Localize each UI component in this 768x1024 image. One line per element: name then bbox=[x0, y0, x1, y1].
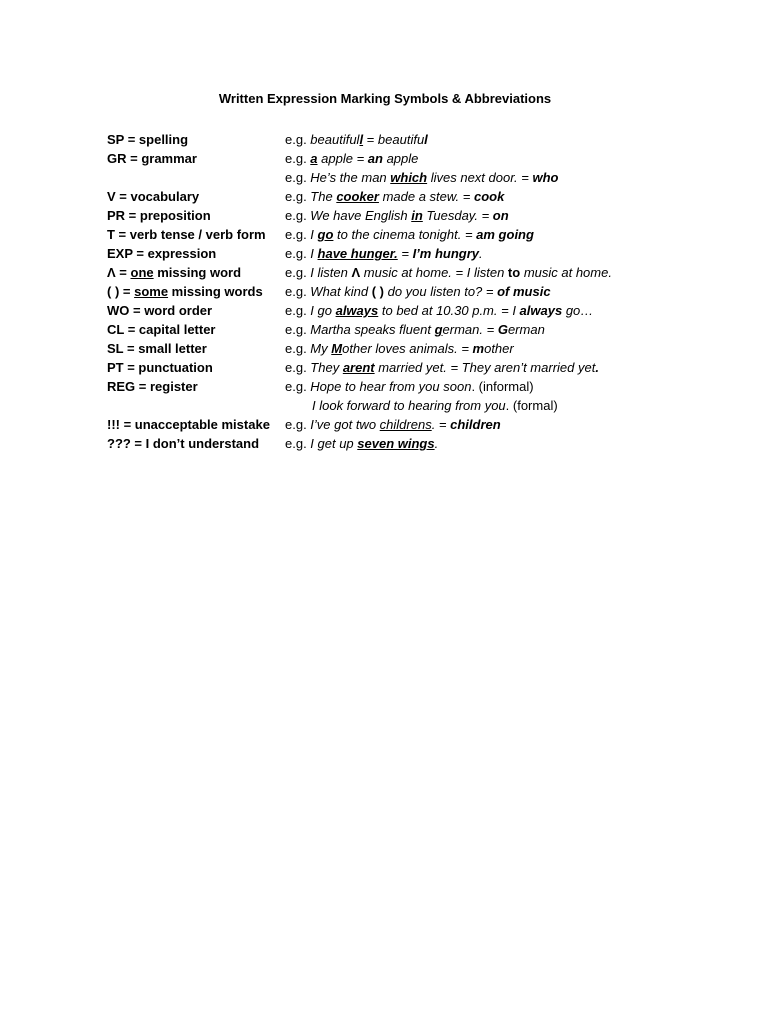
text-run: music at home. = I listen bbox=[360, 265, 508, 280]
text-run: What kind bbox=[310, 284, 372, 299]
symbol-label bbox=[107, 225, 266, 244]
text-run: !!! = unacceptable mistake bbox=[107, 417, 270, 432]
text-run: do you listen to? = bbox=[384, 284, 498, 299]
symbol-label bbox=[107, 282, 263, 301]
text-run: seven wings bbox=[357, 436, 435, 451]
symbol-label bbox=[107, 149, 197, 168]
text-run: GR = grammar bbox=[107, 151, 197, 166]
text-run: G bbox=[497, 322, 508, 337]
text-run: e.g. bbox=[285, 379, 311, 394]
symbol-label bbox=[107, 320, 216, 339]
text-run: SL = small letter bbox=[107, 341, 207, 356]
text-run: e.g. bbox=[285, 303, 311, 318]
text-run: to bed at 10.30 p.m. = I bbox=[378, 303, 520, 318]
text-run: of music bbox=[497, 284, 551, 299]
text-run: Martha speaks fluent bbox=[310, 322, 435, 337]
example-text bbox=[285, 301, 593, 320]
text-run: I’ve got two bbox=[310, 417, 380, 432]
text-run: who bbox=[532, 170, 559, 185]
text-run: . bbox=[434, 436, 439, 451]
example-text bbox=[285, 377, 534, 396]
text-run: Tuesday. = bbox=[422, 208, 493, 223]
example-text bbox=[285, 434, 438, 453]
text-run: erman bbox=[507, 322, 545, 337]
example-text bbox=[285, 225, 534, 244]
text-run: made a stew. = bbox=[378, 189, 474, 204]
text-run: The bbox=[310, 189, 337, 204]
text-run: some bbox=[134, 284, 169, 299]
text-run: other bbox=[484, 341, 514, 356]
text-run: M bbox=[331, 341, 343, 356]
text-run: go bbox=[317, 227, 334, 242]
example-text bbox=[312, 396, 558, 415]
text-run: Λ = bbox=[107, 265, 131, 280]
text-run: in bbox=[411, 208, 423, 223]
text-run: ( ) = bbox=[107, 284, 135, 299]
text-run: I bbox=[310, 227, 318, 242]
text-run: l bbox=[359, 132, 364, 147]
example-text bbox=[285, 206, 509, 225]
page-title: Written Expression Marking Symbols & Abbreviations bbox=[218, 91, 552, 106]
symbol-label bbox=[107, 377, 198, 396]
example-text bbox=[285, 130, 428, 149]
text-run: = bbox=[363, 132, 378, 147]
example-text bbox=[285, 415, 501, 434]
text-run: which bbox=[390, 170, 428, 185]
text-run: lives next door. = bbox=[427, 170, 533, 185]
symbol-label bbox=[107, 434, 259, 453]
text-run: I bbox=[310, 246, 318, 261]
text-run: Hope to hear from you soon bbox=[310, 379, 472, 394]
symbol-label bbox=[107, 206, 211, 225]
text-run: music at home. bbox=[520, 265, 612, 280]
text-run: cook bbox=[473, 189, 505, 204]
text-run: e.g. bbox=[285, 360, 311, 375]
text-run: I look forward to hearing from you bbox=[312, 398, 506, 413]
symbol-label bbox=[107, 339, 207, 358]
example-text bbox=[285, 320, 545, 339]
text-run: ??? = I don’t understand bbox=[107, 436, 260, 451]
text-run: T = verb tense / verb form bbox=[107, 227, 266, 242]
text-run: e.g. bbox=[285, 227, 311, 242]
text-run: erman. = bbox=[442, 322, 498, 337]
text-run: to the cinema tonight. = bbox=[333, 227, 477, 242]
symbol-label bbox=[107, 415, 270, 434]
text-run: missing words bbox=[168, 284, 263, 299]
text-run: m bbox=[472, 341, 485, 356]
text-run: SP = spelling bbox=[107, 132, 189, 147]
symbol-label bbox=[107, 301, 212, 320]
text-run: . = bbox=[431, 417, 451, 432]
text-run: have hunger. bbox=[317, 246, 398, 261]
text-run: PT = punctuation bbox=[107, 360, 213, 375]
symbol-label bbox=[107, 358, 213, 377]
text-run: e.g. bbox=[285, 436, 311, 451]
text-run: V = vocabulary bbox=[107, 189, 200, 204]
text-run: . bbox=[595, 360, 599, 375]
text-run: CL = capital letter bbox=[107, 322, 216, 337]
text-run: missing word bbox=[153, 265, 242, 280]
symbol-label bbox=[107, 130, 188, 149]
text-run: e.g. bbox=[285, 322, 311, 337]
text-run: e.g. bbox=[285, 132, 311, 147]
example-text bbox=[285, 358, 599, 377]
text-run: e.g. bbox=[285, 246, 311, 261]
example-text bbox=[285, 263, 612, 282]
text-run: My bbox=[310, 341, 332, 356]
text-run: married yet. = They aren’t married yet bbox=[374, 360, 596, 375]
text-run: I listen bbox=[310, 265, 352, 280]
text-run: They bbox=[310, 360, 343, 375]
text-run: e.g. bbox=[285, 417, 311, 432]
example-text bbox=[285, 339, 514, 358]
text-run: childrens bbox=[379, 417, 432, 432]
text-run: to bbox=[507, 265, 521, 280]
text-run: beautifu bbox=[377, 132, 425, 147]
text-run: l bbox=[424, 132, 428, 147]
example-text bbox=[285, 149, 418, 168]
text-run: e.g. bbox=[285, 265, 311, 280]
text-run: other loves animals. = bbox=[342, 341, 473, 356]
text-run: e.g. bbox=[285, 170, 311, 185]
text-run: Λ bbox=[351, 265, 361, 280]
text-run: apple = bbox=[317, 151, 368, 166]
text-run: an bbox=[367, 151, 383, 166]
text-run: on bbox=[492, 208, 509, 223]
text-run: EXP = expression bbox=[107, 246, 217, 261]
text-run: I go bbox=[310, 303, 336, 318]
example-text bbox=[285, 187, 504, 206]
text-run: e.g. bbox=[285, 284, 311, 299]
text-run: We have English bbox=[310, 208, 412, 223]
text-run: . (informal) bbox=[471, 379, 534, 394]
text-run: e.g. bbox=[285, 208, 311, 223]
text-run: beautiful bbox=[310, 132, 360, 147]
text-run: I get up bbox=[310, 436, 358, 451]
text-run: He’s the man bbox=[310, 170, 391, 185]
text-run: cooker bbox=[336, 189, 379, 204]
text-run: I’m hungry bbox=[412, 246, 480, 261]
text-run: go… bbox=[562, 303, 594, 318]
text-run: children bbox=[450, 417, 501, 432]
example-text bbox=[285, 244, 483, 263]
text-run: = bbox=[397, 246, 413, 261]
text-run: g bbox=[434, 322, 443, 337]
symbol-label bbox=[107, 244, 216, 263]
example-text bbox=[285, 168, 559, 187]
text-run: e.g. bbox=[285, 151, 311, 166]
text-run: a bbox=[310, 151, 318, 166]
example-text bbox=[285, 282, 551, 301]
text-run: one bbox=[130, 265, 154, 280]
text-run: . (formal) bbox=[505, 398, 558, 413]
symbol-label bbox=[107, 187, 199, 206]
text-run: . bbox=[479, 246, 483, 261]
text-run: REG = register bbox=[107, 379, 198, 394]
text-run: WO = word order bbox=[107, 303, 213, 318]
text-run: arent bbox=[342, 360, 375, 375]
text-run: always bbox=[335, 303, 379, 318]
text-run: apple bbox=[382, 151, 419, 166]
text-run: ( ) bbox=[371, 284, 384, 299]
text-run: always bbox=[519, 303, 563, 318]
text-run: PR = preposition bbox=[107, 208, 211, 223]
symbol-label bbox=[107, 263, 241, 282]
text-run: e.g. bbox=[285, 341, 311, 356]
text-run: e.g. bbox=[285, 189, 311, 204]
text-run: am going bbox=[476, 227, 534, 242]
